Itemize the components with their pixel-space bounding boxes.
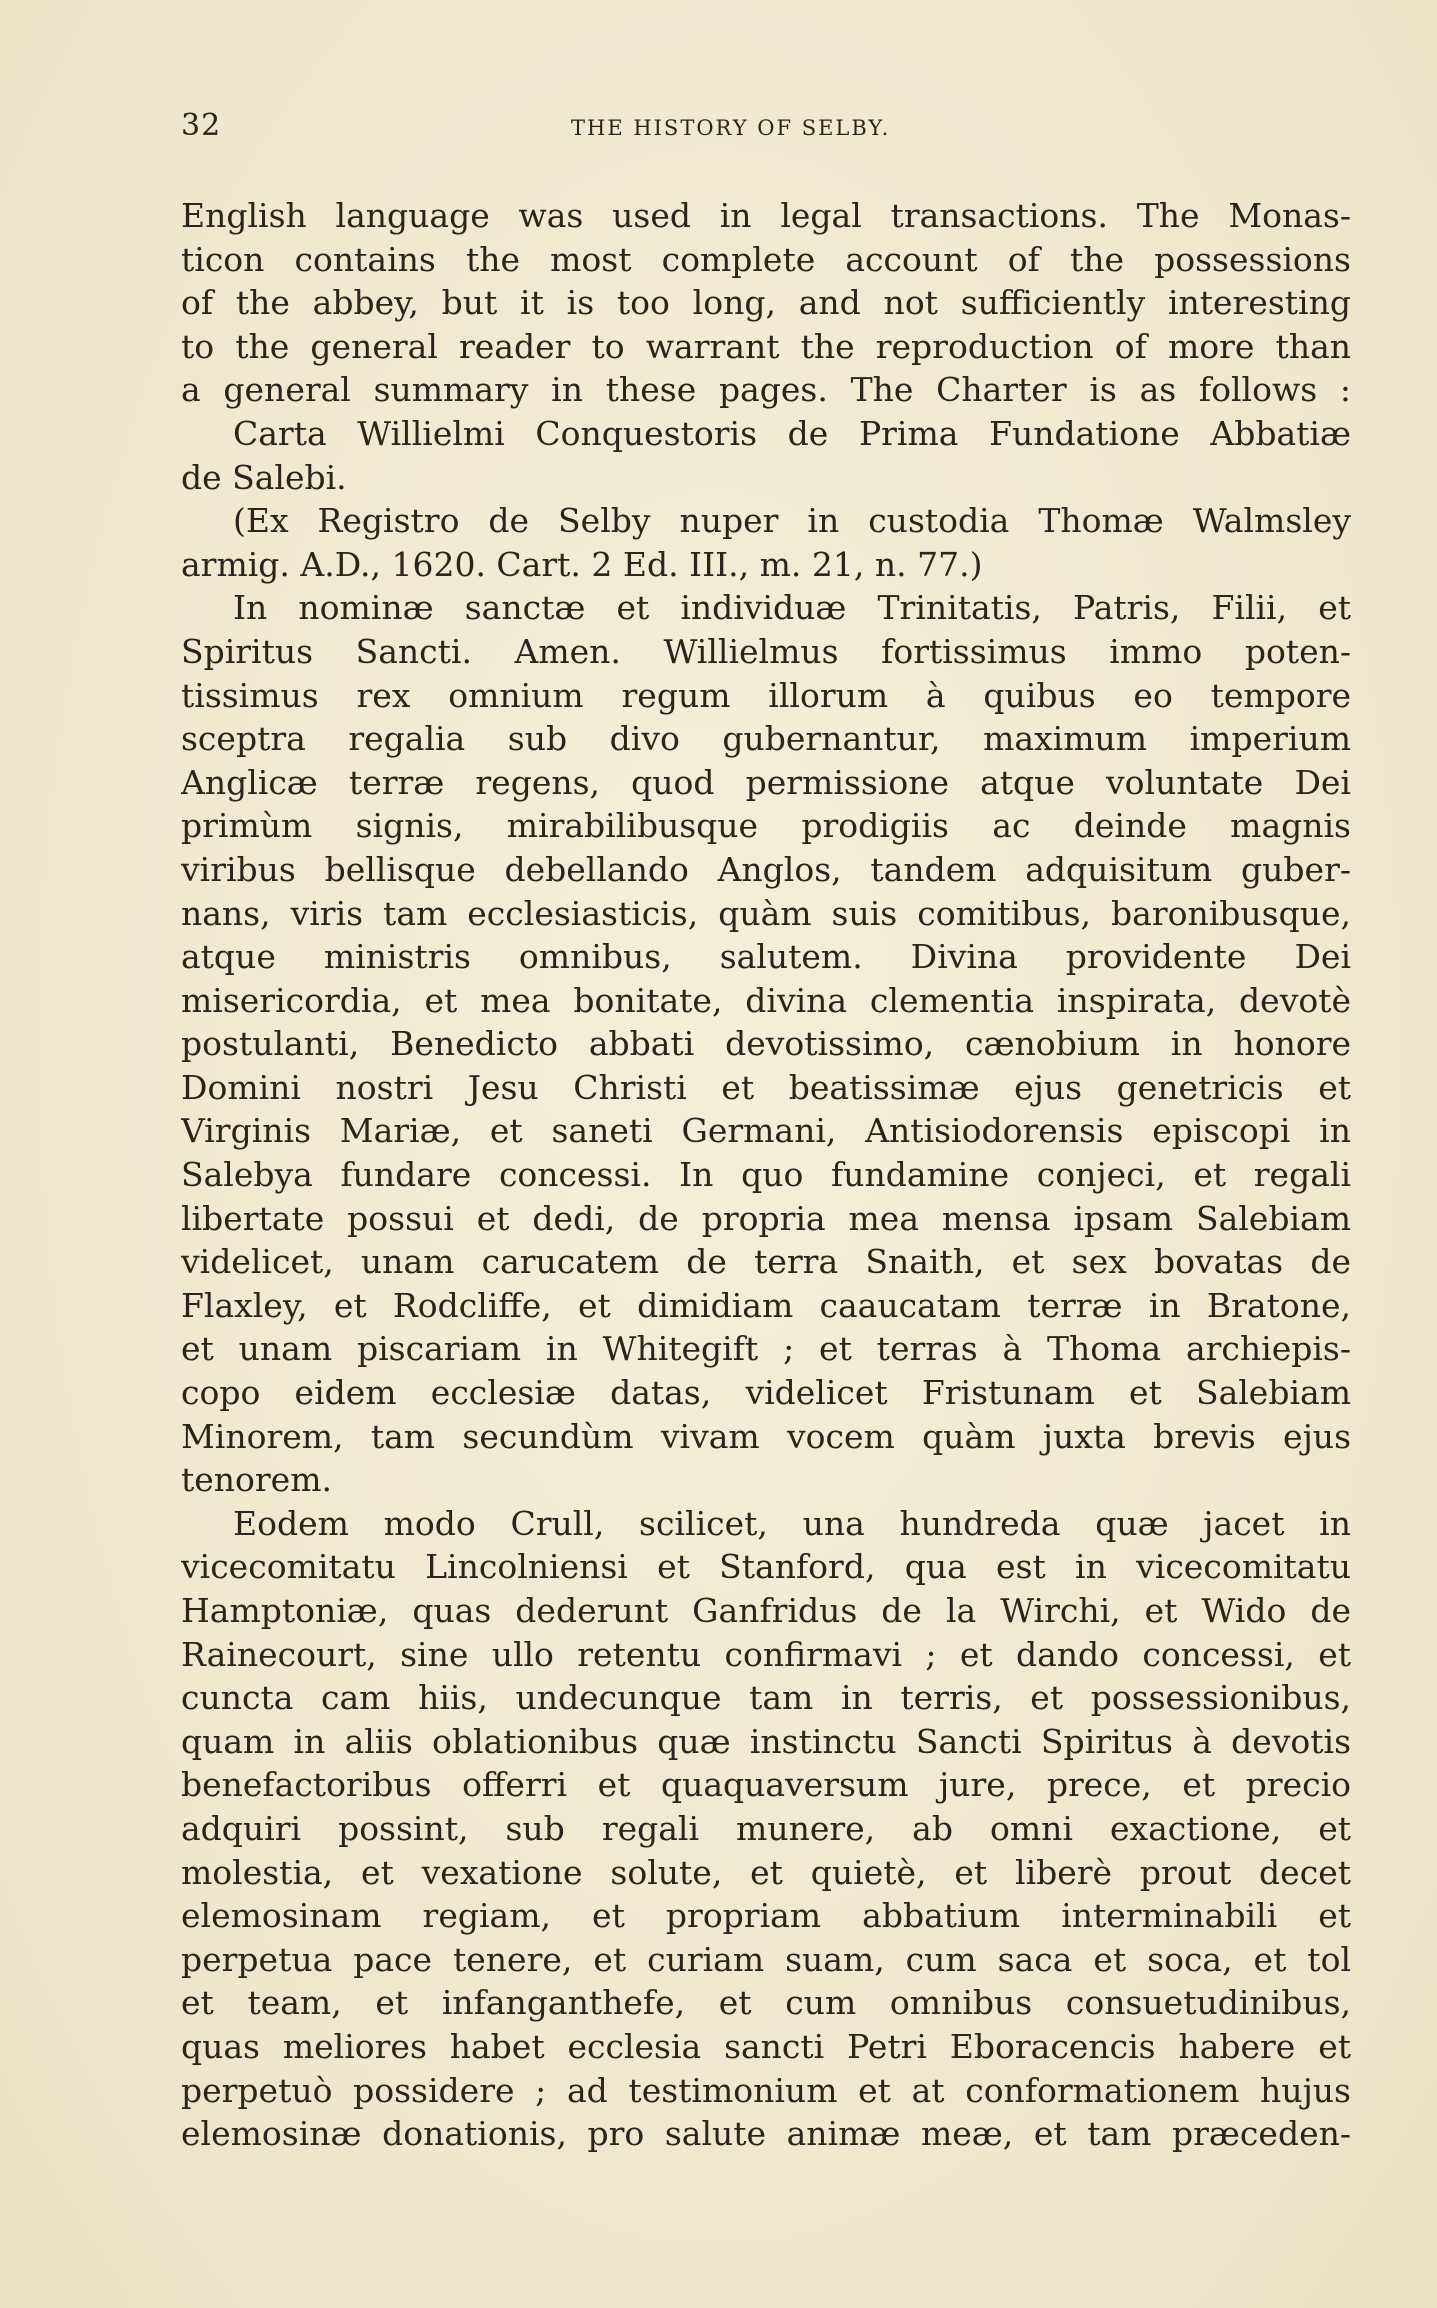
text-line: Domini nostri Jesu Christi et beatissimæ ejus genetricis et <box>181 1067 1351 1107</box>
text-line: Carta Willielmi Conquestoris de Prima Fundatione Abbatiæ <box>233 413 1351 453</box>
text-line: to the general reader to warrant the reproduction of more than <box>181 326 1351 366</box>
text-line: perpetua pace tenere, et curiam suam, cum saca et soca, et tol <box>181 1939 1351 1979</box>
text-line: Virginis Mariæ, et saneti Germani, Antisiodorensis episcopi in <box>181 1111 1351 1151</box>
text-line: elemosinæ donationis, pro salute animæ meæ, et tam præceden- <box>181 2114 1351 2154</box>
text-line: quas meliores habet ecclesia sancti Petri Eboracencis habere et <box>181 2026 1351 2066</box>
text-line: ticon contains the most complete account of the possessions <box>181 239 1351 279</box>
text-line: adquiri possint, sub regali munere, ab omni exactione, et <box>181 1808 1351 1848</box>
body-text <box>181 194 1351 2156</box>
text-line: Flaxley, et Rodcliffe, et dimidiam caaucatam terræ in Bratone, <box>181 1285 1351 1325</box>
text-line: postulanti, Benedicto abbati devotissimo, cænobium in honore <box>181 1024 1351 1064</box>
text-line: perpetuò possidere ; ad testimonium et at conformationem hujus <box>181 2070 1351 2110</box>
page-number: 32 <box>181 108 222 143</box>
text-line: Salebya fundare concessi. In quo fundamine conjeci, et regali <box>181 1155 1351 1195</box>
text-line: misericordia, et mea bonitate, divina clementia inspirata, devotè <box>181 980 1351 1020</box>
text-line: primùm signis, mirabilibusque prodigiis ac deinde magnis <box>181 806 1351 846</box>
text-line: of the abbey, but it is too long, and not sufficiently interesting <box>181 283 1351 323</box>
text-line: a general summary in these pages. The Charter is as follows : <box>181 370 1351 410</box>
text-line: de Salebi. <box>181 457 347 497</box>
page-header <box>181 108 1351 148</box>
text-line: armig. A.D., 1620. Cart. 2 Ed. III., m. 21, n. 77.) <box>181 544 983 584</box>
text-line: Anglicæ terræ regens, quod permissione atque voluntate Dei <box>181 762 1351 802</box>
running-title: THE HISTORY OF SELBY. <box>571 116 891 140</box>
text-line: copo eidem ecclesiæ datas, videlicet Fristunam et Salebiam <box>181 1373 1351 1413</box>
text-line: In nominæ sanctæ et individuæ Trinitatis, Patris, Filii, et <box>233 588 1351 628</box>
text-line: nans, viris tam ecclesiasticis, quàm suis comitibus, baronibusque, <box>181 893 1351 933</box>
text-line: atque ministris omnibus, salutem. Divina providente Dei <box>181 937 1351 977</box>
text-line: Hamptoniæ, quas dederunt Ganfridus de la Wirchi, et Wido de <box>181 1591 1351 1630</box>
text-line: et team, et infanganthefe, et cum omnibus consuetudinibus, <box>181 1983 1351 2023</box>
text-line: et unam piscariam in Whitegift ; et terras à Thoma archiepis- <box>181 1329 1351 1369</box>
text-line: elemosinam regiam, et propriam abbatium interminabili et <box>181 1896 1351 1936</box>
text-line: (Ex Registro de Selby nuper in custodia Thomæ Walmsley <box>233 501 1351 541</box>
text-line: vicecomitatu Lincolniensi et Stanford, qua est in vicecomitatu <box>181 1547 1351 1587</box>
text-line: molestia, et vexatione solute, et quietè, et liberè prout decet <box>181 1852 1351 1892</box>
text-line: tenorem. <box>181 1460 332 1500</box>
text-line: benefactoribus offerri et quaquaversum jure, prece, et precio <box>181 1765 1351 1805</box>
text-line: tissimus rex omnium regum illorum à quibus eo tempore <box>181 675 1351 715</box>
text-line: English language was used in legal transactions. The Monas- <box>181 196 1351 235</box>
text-line: cuncta cam hiis, undecunque tam in terris, et possessionibus, <box>181 1678 1351 1718</box>
text-line: libertate possui et dedi, de propria mea mensa ipsam Salebiam <box>181 1198 1351 1238</box>
text-line: videlicet, unam carucatem de terra Snaith, et sex bovatas de <box>181 1242 1351 1282</box>
text-line: sceptra regalia sub divo gubernantur, maximum imperium <box>181 719 1351 759</box>
text-line: Eodem modo Crull, scilicet, una hundreda quæ jacet in <box>233 1503 1351 1543</box>
text-line: quam in aliis oblationibus quæ instinctu Sancti Spiritus à devotis <box>181 1721 1351 1761</box>
text-line: viribus bellisque debellando Anglos, tandem adquisitum guber- <box>181 849 1351 889</box>
text-line: Minorem, tam secundùm vivam vocem quàm juxta brevis ejus <box>181 1416 1351 1456</box>
text-line: Rainecourt, sine ullo retentu confirmavi ; et dando concessi, et <box>181 1634 1351 1674</box>
text-line: Spiritus Sancti. Amen. Willielmus fortissimus immo poten- <box>181 631 1351 671</box>
